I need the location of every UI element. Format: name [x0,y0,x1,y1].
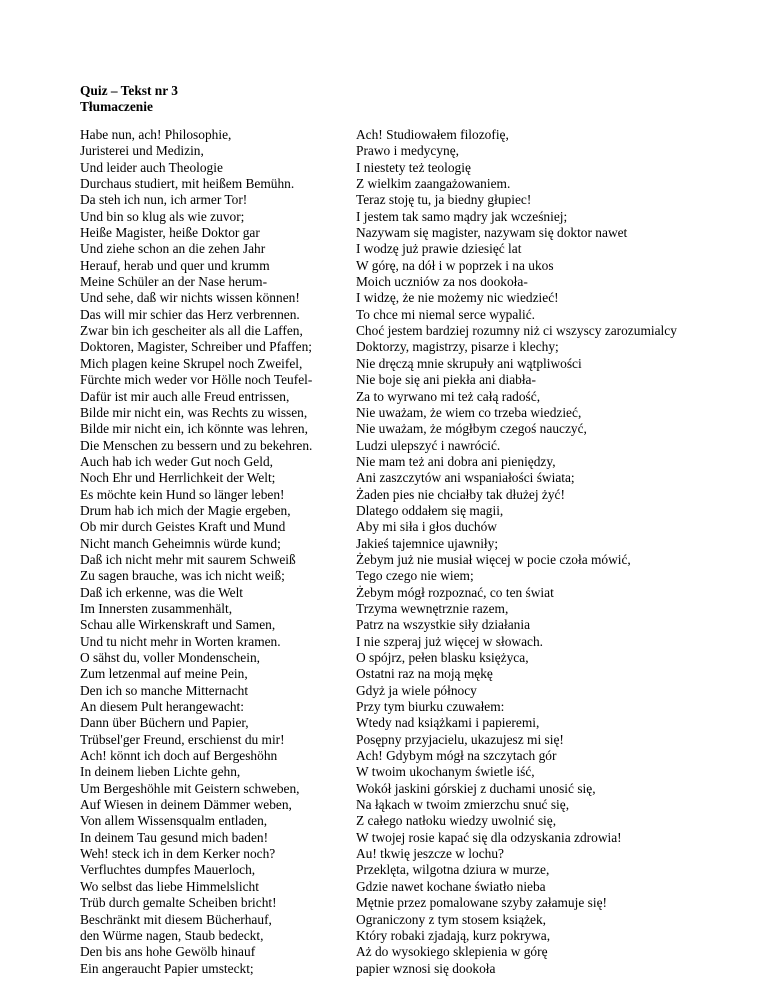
translation-line: Wtedy nad książkami i papieremi, [356,715,540,731]
original-line: Heiße Magister, heiße Doktor gar [80,225,260,241]
original-line: Im Innersten zusammenhält, [80,600,233,616]
original-line: Juristerei und Medizin, [80,143,204,159]
original-line: Zu sagen brauche, was ich nicht weiß; [80,568,285,584]
original-line: Und tu nicht mehr in Worten kramen. [80,633,281,649]
original-line: Von allem Wissensqualm entladen, [80,813,268,829]
original-line: den Würme nagen, Staub bedeckt, [80,927,264,943]
original-line: Da steh ich nun, ich armer Tor! [80,192,248,208]
translation-line: Patrz na wszystkie siły działania [356,617,531,633]
original-line: In deinem lieben Lichte gehn, [80,764,241,780]
translation-line: Na łąkach w twoim zmierzchu snuć się, [356,797,570,813]
translation-line: Przeklęta, wilgotna dziura w murze, [356,862,550,878]
original-line: Trübsel'ger Freund, erschienst du mir! [80,731,285,747]
original-line: Und sehe, daß wir nichts wissen können! [80,290,300,306]
original-line: Bilde mir nicht ein, was Rechts zu wissen, [80,404,308,420]
translation-heading: Tłumaczenie [80,99,153,115]
translation-line: Wokół jaskini górskiej z duchami unosić się, [356,780,596,796]
original-line: Dafür ist mir auch alle Freud entrissen, [80,388,290,404]
original-line: Trüb durch gemalte Scheiben bricht! [80,895,277,911]
translation-line: Gdzie nawet kochane światło nieba [356,878,546,894]
translation-line: Ach! Gdybym mógł na szczytach gór [356,748,557,764]
translation-line: Nie boje się ani piekła ani diabła- [356,372,536,388]
translation-line: Ostatni raz na moją mękę [356,666,493,682]
translation-line: Nazywam się magister, nazywam się doktor nawet [356,225,628,241]
original-line: Daß ich erkenne, was die Welt [80,584,244,600]
original-line: Nicht manch Geheimnis würde kund; [80,535,281,551]
original-line: Weh! steck ich in dem Kerker noch? [80,846,276,862]
translation-line: Tego czego nie wiem; [356,568,474,584]
translation-line: Ani zaszczytów ani wspaniałości świata; [356,470,575,486]
original-line: Auf Wiesen in deinem Dämmer weben, [80,797,292,813]
original-line: Daß ich nicht mehr mit saurem Schweiß [80,551,296,567]
translation-line: Au! tkwię jeszcze w lochu? [356,846,504,862]
original-line: An diesem Pult herangewacht: [80,699,244,715]
original-line: Zum letzenmal auf meine Pein, [80,666,248,682]
translation-line: I nie szperaj już więcej w słowach. [356,633,544,649]
translation-line: O spójrz, pełen blasku księżyca, [356,650,529,665]
translation-line: Nie uważam, że wiem co trzeba wiedzieć, [356,404,582,420]
original-line: Meine Schüler an der Nase herum- [80,274,268,290]
translation-line: Żebym mógł rozpoznać, co ten świat [356,584,554,600]
translation-line: Doktorzy, magistrzy, pisarze i klechy; [356,339,559,355]
original-line: Noch Ehr und Herrlichkeit der Welt; [80,470,276,486]
translation-line: Prawo i medycynę, [356,143,460,159]
original-line: Die Menschen zu bessern und zu bekehren. [80,437,313,453]
original-line: Wo selbst das liebe Himmelslicht [80,878,259,894]
original-line: Mich plagen keine Skrupel noch Zweifel, [80,355,303,371]
translation-text-column [356,127,696,977]
translation-line: Który robaki zjadają, kurz pokrywa, [356,927,551,943]
translation-line: Nie dręczą mnie skrupuły ani wątpliwości [356,355,582,371]
translation-line: Ograniczony z tym stosem książek, [356,911,547,927]
original-line: Und bin so klug als wie zuvor; [80,208,245,224]
original-line: Habe nun, ach! Philosophie, [80,127,232,142]
original-line: Drum hab ich mich der Magie ergeben, [80,502,291,518]
translation-line: W twojej rosie kapać się dla odzyskania zdrowia! [356,829,622,845]
translation-line: Aż do wysokiego sklepienia w górę [356,944,548,960]
translation-line: Dlatego oddałem się magii, [356,502,504,518]
original-line: Zwar bin ich gescheiter als all die Laffen, [80,323,303,339]
translation-line: Żebym już nie musiał więcej w pocie czoła mówić, [356,551,631,567]
translation-line: Moich uczniów za nos dookoła- [356,274,528,290]
translation-line: Choć jestem bardziej rozumny niż ci wszyscy zarozumialcy [356,323,677,339]
original-line: Dann über Büchern und Papier, [80,715,249,731]
original-line: Und ziehe schon an die zehen Jahr [80,241,266,257]
original-text-column [80,127,350,977]
translation-line: papier wznosi się dookoła [356,960,496,976]
quiz-title: Quiz – Tekst nr 3 [80,83,178,98]
original-line: Und leider auch Theologie [80,159,223,175]
translation-line: I niestety też teologię [356,159,471,175]
original-line: Es möchte kein Hund so länger leben! [80,486,285,502]
original-line: Fürchte mich weder vor Hölle noch Teufel- [80,372,313,388]
translation-line: To chce mi niemal serce wypalić. [356,306,536,322]
translation-line: W twoim ukochanym świetle iść, [356,764,535,780]
document-header [80,83,178,116]
translation-line: Ach! Studiowałem filozofię, [356,127,509,142]
original-line: Den bis ans hohe Gewölb hinauf [80,944,256,960]
original-line: Auch hab ich weder Gut noch Geld, [80,453,273,469]
original-line: Verfluchtes dumpfes Mauerloch, [80,862,256,878]
original-line: Herauf, herab und quer und krumm [80,257,270,273]
translation-line: Nie mam też ani dobra ani pieniędzy, [356,453,556,469]
translation-line: Z całego natłoku wiedzy uwolnić się, [356,813,557,829]
translation-line: Przy tym biurku czuwałem: [356,699,505,715]
original-line: Bilde mir nicht ein, ich könnte was lehren, [80,421,308,437]
translation-line: Gdyż ja wiele północy [356,682,477,698]
translation-line: I wodzę już prawie dziesięć lat [356,241,522,257]
original-line: Durchaus studiert, mit heißem Bemühn. [80,176,295,192]
original-line: Ein angeraucht Papier umsteckt; [80,960,254,976]
original-line: Um Bergeshöhle mit Geistern schweben, [80,780,300,796]
translation-line: I widzę, że nie możemy nic wiedzieć! [356,290,559,306]
original-line: Ob mir durch Geistes Kraft und Mund [80,519,286,535]
translation-line: Mętnie przez pomalowane szyby załamuje się! [356,895,607,911]
translation-line: Posępny przyjacielu, ukazujesz mi się! [356,731,564,747]
translation-line: Aby mi siła i głos duchów [356,519,497,535]
original-line: Den ich so manche Mitternacht [80,682,249,698]
original-line: O sähst du, voller Mondenschein, [80,650,261,665]
translation-line: W górę, na dół i w poprzek i na ukos [356,257,554,273]
original-line: Schau alle Wirkenskraft und Samen, [80,617,276,633]
original-line: Doktoren, Magister, Schreiber und Pfaffen; [80,339,313,355]
translation-line: Jakieś tajemnice ujawniły; [356,535,499,551]
translation-line: Z wielkim zaangażowaniem. [356,176,511,192]
original-line: In deinem Tau gesund mich baden! [80,829,269,845]
original-line: Beschränkt mit diesem Bücherhauf, [80,911,272,927]
translation-line: Za to wyrwano mi też całą radość, [356,388,541,404]
translation-line: Nie uważam, że mógłbym czegoś nauczyć, [356,421,587,437]
translation-line: Żaden pies nie chciałby tak dłużej żyć! [356,486,565,502]
original-line: Ach! könnt ich doch auf Bergeshöhn [80,748,278,764]
translation-line: Teraz stoję tu, ja biedny głupiec! [356,192,532,208]
translation-line: Trzyma wewnętrznie razem, [356,600,509,616]
translation-line: I jestem tak samo mądry jak wcześniej; [356,208,568,224]
translation-line: Ludzi ulepszyć i nawrócić. [356,437,501,453]
original-line: Das will mir schier das Herz verbrennen. [80,306,300,322]
